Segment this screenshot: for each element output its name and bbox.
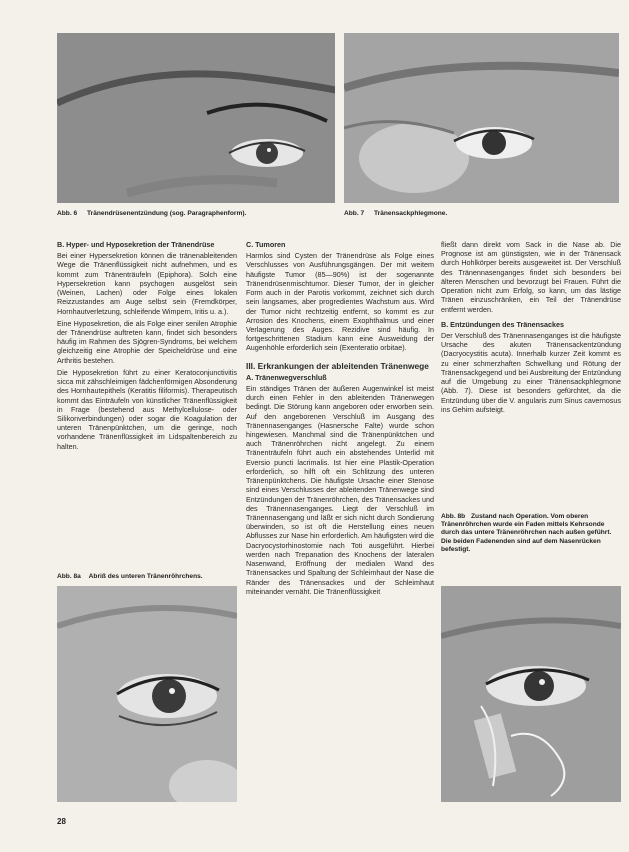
caption-abb8a xyxy=(57,573,242,581)
caption-text: Abriß des unteren Tränenröhrchens. xyxy=(88,573,203,580)
page-number: 28 xyxy=(57,817,66,826)
paragraph: Die Hyposekretion führt zu einer Keratoconjunctivitis sicca mit zähschleimigen fädchenförmigen Absonderung des Hornhautepithels (Keratitis filiformis). Therapeutisch kommt das Einträufeln von künstlicher Tränenflüssigkeit in Frage (bestehend aus Methylcellulose- oder Silikonverbindungen) oder sogar die Koagulation der unteren Tränenpünktchen, um die geringe, noch vorhandene Tränenflüssigkeit im Lidspaltenbereich zu halten. xyxy=(57,367,237,451)
caption-abb7 xyxy=(344,210,619,218)
column-3 xyxy=(441,240,621,417)
photo-abb8a xyxy=(57,586,237,802)
column-1 xyxy=(57,240,237,454)
section-heading-c: C. Tumoren xyxy=(246,240,286,249)
paragraph: Ein ständiges Tränen der äußeren Augenwinkel ist meist durch einen Fehler in den ableitenden Tränenwegen bedingt. Die Störung kann angeboren oder erworben sein. Auf den angeborenen Verschluß im Ausgang des Tränennasenganges (Hasnersche Falte) wurde schon hingewiesen. Manchmal sind die Tränenpünktchen und auch Tränenröhrchen nicht angelegt. Zu einem Tränenträufeln führt auch ein abstehendes Unterlid mit Eversio puncti lacrimalis. Ist hier eine Plastik-Operation erforderlich, so hilft oft ein Schlitzung des unteren Tränenpünktchens. Die häufigste Ursache einer Stenose sind eines Verschlusses der ableitenden Tränenwege sind Entzündungen der Tränenröhrchen, des Tränensackes und des Tränennasenganges. Liegt der Verschluß im Tränennasengang und läßt er sich nicht durch Sondierung überwinden, so ist oft die Herstellung eines neuen Abflusses zur Nase hin erforderlich. Am häufigsten wird die Dacryocystorhinostomie nach Toti ausgeführt. Hierbei werden nach Trepanation des Knochens der lateralen Nasenwand, Eröffnung der medialen Wand des Tränensackes und Spaltung der Schleimhaut der Nase die Ränder des Tränensackes und der Schleimhaut miteinander vernäht. Die Tränenflüssigkeit xyxy=(246,383,434,596)
photo-abb8b xyxy=(441,586,621,802)
caption-label: Abb. 8a xyxy=(57,573,81,580)
caption-label: Abb. 6 xyxy=(57,210,78,217)
section-heading-b2: B. Entzündungen des Tränensackes xyxy=(441,319,565,329)
photo-abb7 xyxy=(344,33,619,203)
paragraph: Eine Hyposekretion, die als Folge einer senilen Atrophie der Tränendrüse auftreten kann, findet sich besonders häufig im Rahmen des Sjögren-Syndroms, bei welchem gleichzeitig eine Atrophie der Speicheldrüse und eine Arthritis bestehen. xyxy=(57,318,237,365)
caption-text: Tränendrüsenentzündung (sog. Paragraphenform). xyxy=(87,210,247,217)
section-heading-b: B. Hyper- und Hyposekretion der Tränendrüse xyxy=(57,240,215,249)
caption-abb8b xyxy=(441,513,621,554)
paragraph: fließt dann direkt vom Sack in die Nase ab. Die Prognose ist am günstigsten, wie in der Tränensack durch Hohlkörper bereits ausgeweitet ist. Der Verschluß des Tränennasenganges findet sich besonders bei älteren Menschen und bevorzugt bei Frauen. Führt die Operation nicht zum Erfolg, so kann, um das lästige Tränen einzuschränken, ein Teil der Tränendrüse entfernt werden. xyxy=(441,240,621,314)
paragraph: Bei einer Hypersekretion können die tränenableitenden Wege die Tränenflüssigkeit nicht aufnehmen, und es kommt zum Tränenträufeln (Epiphora). Solch eine Hypersekretion kann psychogen ausgelöst sein (Weinen, Lachen) oder Folge eines lokalen Reizzustandes am Auge selbst sein (Fremdkörper, Hornhautverletzung, schleifende Wimpern, Iritis u. a.). xyxy=(57,251,237,316)
paragraph: Der Verschluß des Tränennasenganges ist die häufigste Ursache des akuten Tränensackentzündung (Dacryocystitis acuta). Innerhalb kurzer Zeit kommt es zu einer schmerzhaften Schwellung und Rötung der Tränensackgegend und bei Ausbreitung der Entzündung auf die Umgebung zu einer Tränensackphlegmone (Abb. 7). Diese ist besonders gefürchtet, da die Entzündung über die V. angularis zum Sinus cavernosus ins Gehirn aufsteigt. xyxy=(441,330,621,414)
caption-label: Abb. 8b xyxy=(441,513,466,520)
chapter-heading: III. Erkrankungen der ableitenden Tränenwege xyxy=(246,360,429,371)
caption-text: Zustand nach Operation. Vom oberen Tränenröhrchen wurde ein Faden mittels Kehrsonde durch das untere Tränenröhrchen nach außen geführt. Die beiden Fadenenden sind auf dem Nasenrücken befestigt. xyxy=(441,513,612,553)
section-heading-a: A. Tränenwegverschluß xyxy=(246,372,327,382)
column-2 xyxy=(246,240,434,599)
caption-abb6 xyxy=(57,210,337,218)
photo-abb6 xyxy=(57,33,335,203)
caption-text: Tränensackphlegmone. xyxy=(374,210,448,217)
paragraph: Harmlos sind Cysten der Tränendrüse als Folge eines Verschlusses von Ausführungsgängen. Der mit weitem häufigste Tumor (85—90%) ist der sogenannte Tränendrüsenmischtumor. Dieser Tumor, der in gleicher Form auch in der Parotis vorkommt, zeichnet sich durch sein langsames, aber progredientes Wachstum aus. Wird der Tumor nicht rechtzeitig entfernt, so kommt es zur Arrosion des Knochens, einem Exophthalmus und einer Verlagerung des Auges. Rezidive sind häufig. In fortgeschrittenen Stadium kann eine Ausweidung der Augenhöhle erforderlich sein (Exenteratio orbitae). xyxy=(246,251,434,353)
caption-label: Abb. 7 xyxy=(344,210,365,217)
